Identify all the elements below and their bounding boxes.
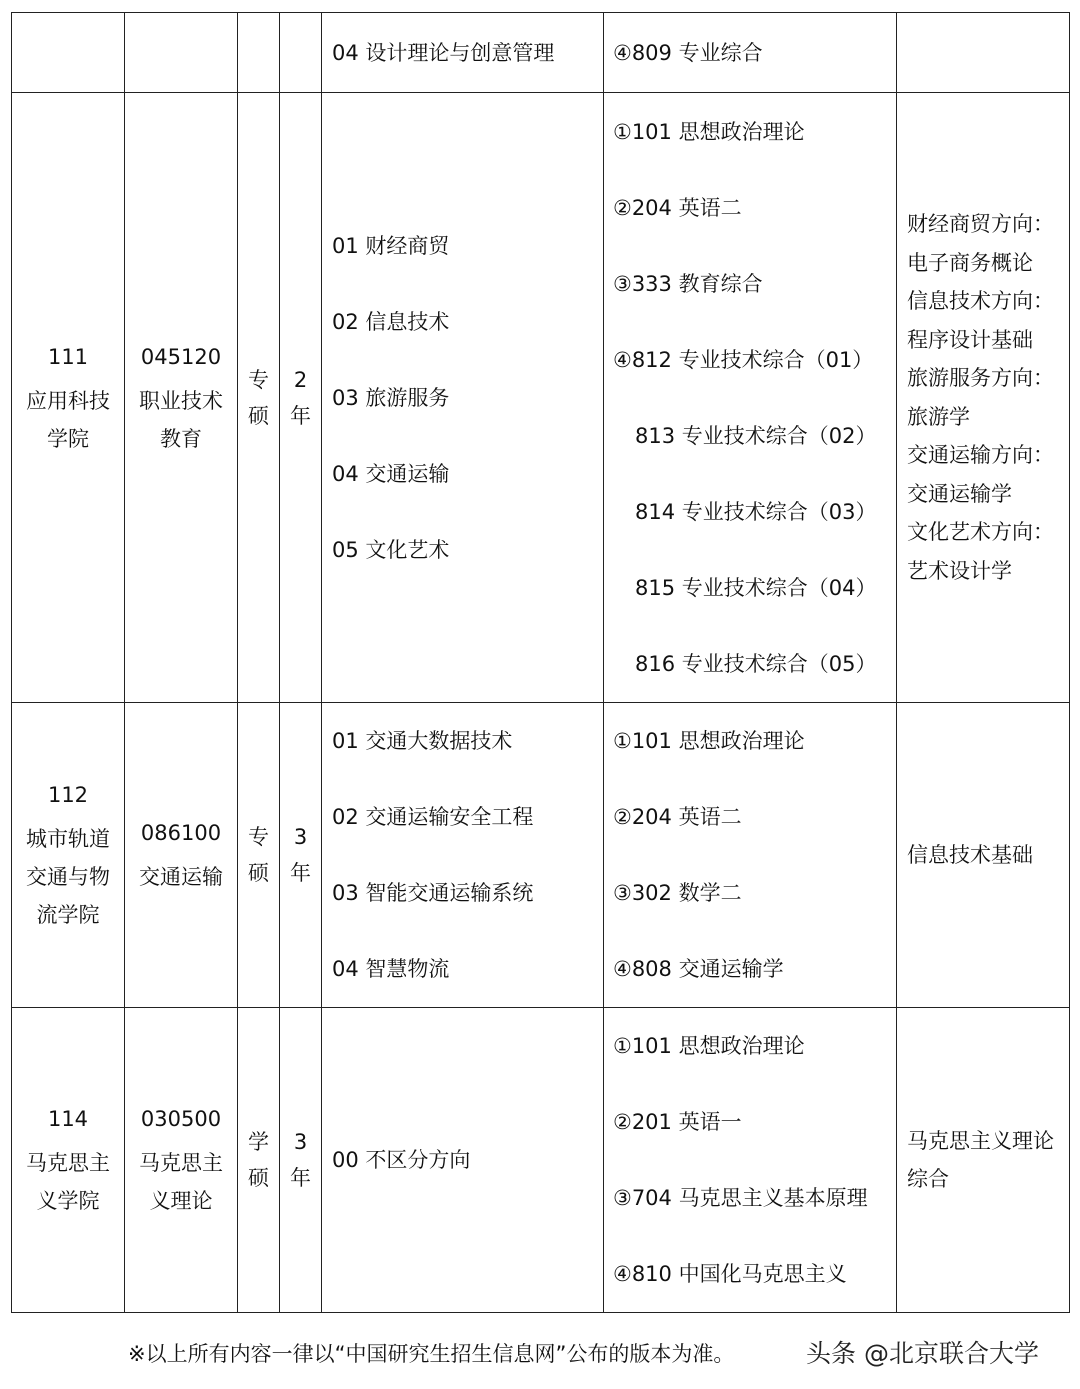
directions-cell <box>322 703 604 1008</box>
college-cell <box>12 13 125 93</box>
table-row <box>12 703 1070 1008</box>
exam-subject-item: ④810 中国化马克思主义 <box>613 1262 847 1286</box>
retest-subject-item: 信息技术方向： <box>907 289 1054 313</box>
duration-cell-char: 年 <box>290 1166 311 1190</box>
college-cell <box>12 703 125 1008</box>
duration-cell <box>280 13 322 93</box>
college-cell-code: 112 <box>47 783 89 807</box>
exam-subjects-cell <box>604 93 897 703</box>
retest-subject-item: 旅游服务方向： <box>907 366 1054 390</box>
major-cell-text: 职业技术 <box>139 388 223 413</box>
exam-subjects-cell <box>604 703 897 1008</box>
retest-subject-item: 旅游学 <box>907 404 970 429</box>
retest-subjects-cell <box>897 93 1070 703</box>
degree-type-cell-char: 硕 <box>248 403 269 428</box>
college-cell-code: 114 <box>47 1107 89 1131</box>
degree-type-cell-char: 学 <box>248 1130 269 1154</box>
direction-item: 04 交通运输 <box>332 461 450 486</box>
direction-item: 04 设计理论与创意管理 <box>332 40 555 65</box>
retest-subject-item: 电子商务概论 <box>907 250 1033 275</box>
admissions-table <box>11 12 1070 1313</box>
exam-subjects-cell <box>604 1008 897 1313</box>
duration-cell-char: 2 <box>293 367 308 392</box>
table-row <box>12 93 1070 703</box>
retest-subjects-cell <box>897 1008 1070 1313</box>
college-cell-text: 学院 <box>47 426 89 451</box>
college-cell <box>12 93 125 703</box>
retest-subject-item: 财经商贸方向： <box>907 212 1054 236</box>
direction-item: 02 信息技术 <box>332 309 450 334</box>
directions-cell <box>322 13 604 93</box>
college-cell-text: 义学院 <box>36 1189 100 1213</box>
major-cell-code: 045120 <box>140 344 222 369</box>
degree-type-cell <box>238 13 280 93</box>
degree-type-cell <box>238 93 280 703</box>
retest-subject-item: 综合 <box>907 1167 949 1191</box>
major-cell-text: 交通运输 <box>139 865 223 889</box>
retest-subject-item: 交通运输学 <box>907 481 1012 506</box>
retest-subject-item: 程序设计基础 <box>907 327 1033 352</box>
degree-type-cell-char: 专 <box>248 367 269 392</box>
retest-subjects-cell <box>897 13 1070 93</box>
degree-type-cell <box>238 703 280 1008</box>
direction-item: 00 不区分方向 <box>332 1148 471 1172</box>
exam-subject-item: ③333 教育综合 <box>613 271 763 296</box>
table-row <box>12 13 1070 93</box>
exam-subjects-cell <box>604 13 897 93</box>
degree-type-cell-char: 专 <box>248 825 269 849</box>
duration-cell-char: 3 <box>293 825 308 849</box>
major-cell-code: 086100 <box>140 821 222 845</box>
retest-subjects-cell <box>897 703 1070 1008</box>
exam-subject-item: ④812 专业技术综合（01） <box>613 347 874 372</box>
table-row <box>12 1008 1070 1313</box>
exam-subject-item: ④808 交通运输学 <box>613 957 784 981</box>
direction-item: 01 交通大数据技术 <box>332 729 513 753</box>
duration-cell-char: 年 <box>290 861 311 885</box>
exam-subject-item: 814 专业技术综合（03） <box>635 499 877 524</box>
college-cell-code: 111 <box>47 344 89 369</box>
duration-cell <box>280 1008 322 1313</box>
major-cell-text: 教育 <box>160 426 202 451</box>
table-body <box>12 13 1070 1313</box>
exam-subject-item: ②204 英语二 <box>613 805 742 829</box>
duration-cell <box>280 703 322 1008</box>
exam-subject-item: ②201 英语一 <box>613 1110 742 1134</box>
exam-subject-item: ③704 马克思主义基本原理 <box>613 1186 868 1210</box>
college-cell-text: 马克思主 <box>26 1151 110 1175</box>
duration-cell-char: 3 <box>293 1130 308 1154</box>
retest-subject-item: 艺术设计学 <box>907 558 1012 583</box>
college-cell <box>12 1008 125 1313</box>
direction-item: 03 智能交通运输系统 <box>332 881 534 905</box>
exam-subject-item: ①101 思想政治理论 <box>613 729 805 753</box>
direction-item: 03 旅游服务 <box>332 385 450 410</box>
exam-subject-item: ③302 数学二 <box>613 881 742 905</box>
directions-cell <box>322 1008 604 1313</box>
college-cell-text: 交通与物 <box>26 865 110 889</box>
college-cell-text: 流学院 <box>36 903 100 927</box>
degree-type-cell <box>238 1008 280 1313</box>
exam-subject-item: ②204 英语二 <box>613 195 742 220</box>
duration-cell <box>280 93 322 703</box>
direction-item: 04 智慧物流 <box>332 957 450 981</box>
exam-subject-item: ①101 思想政治理论 <box>613 1034 805 1058</box>
exam-subject-item: ①101 思想政治理论 <box>613 119 805 144</box>
major-cell-text: 义理论 <box>149 1189 213 1213</box>
retest-subject-item: 马克思主义理论 <box>907 1128 1054 1153</box>
exam-subject-item: 816 专业技术综合（05） <box>635 651 877 676</box>
major-cell <box>125 703 238 1008</box>
major-cell-code: 030500 <box>140 1107 222 1131</box>
college-cell-text: 应用科技 <box>26 388 110 413</box>
exam-subject-item: 815 专业技术综合（04） <box>635 575 877 600</box>
exam-subject-item: ④809 专业综合 <box>613 40 763 65</box>
college-cell-text: 城市轨道 <box>26 827 110 851</box>
major-cell <box>125 1008 238 1313</box>
retest-subject-item: 交通运输方向： <box>907 443 1054 467</box>
direction-item: 01 财经商贸 <box>332 233 450 258</box>
watermark: 头条 @北京联合大学 <box>806 1339 1039 1368</box>
retest-subject-item: 文化艺术方向： <box>907 520 1054 544</box>
direction-item: 05 文化艺术 <box>332 537 450 562</box>
footer-note: ※以上所有内容一律以“中国研究生招生信息网”公布的版本为准。 <box>128 1342 735 1366</box>
degree-type-cell-char: 硕 <box>248 1166 269 1190</box>
direction-item: 02 交通运输安全工程 <box>332 805 534 829</box>
degree-type-cell-char: 硕 <box>248 861 269 885</box>
major-cell-text: 马克思主 <box>139 1151 223 1175</box>
major-cell <box>125 93 238 703</box>
retest-subject-item: 信息技术基础 <box>907 842 1033 867</box>
exam-subject-item: 813 专业技术综合（02） <box>635 423 877 448</box>
directions-cell <box>322 93 604 703</box>
major-cell <box>125 13 238 93</box>
duration-cell-char: 年 <box>290 403 311 428</box>
